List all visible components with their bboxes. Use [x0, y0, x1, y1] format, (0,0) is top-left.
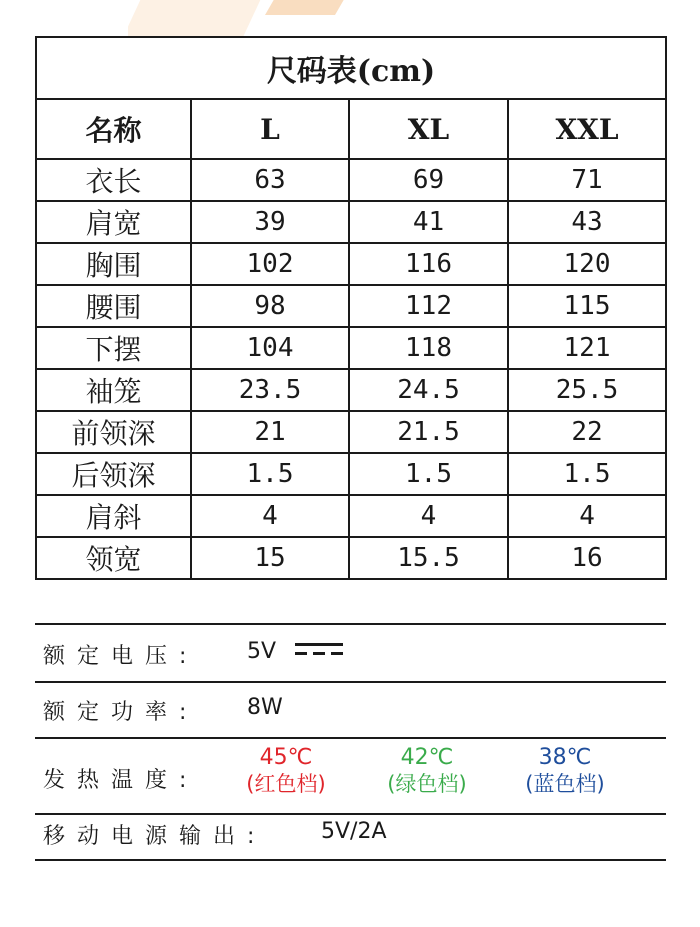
cell-value: 4: [508, 495, 666, 537]
temperature-label: 发热温度:: [43, 768, 199, 793]
row-label: 下摆: [36, 327, 191, 369]
header-cell-xl: XL: [349, 99, 508, 159]
cell-value: 1.5: [349, 453, 508, 495]
row-label: 肩斜: [36, 495, 191, 537]
cell-value: 104: [191, 327, 349, 369]
table-title-row: [36, 37, 666, 99]
temp-level-label: (红色档): [246, 772, 326, 796]
temp-level-green: [372, 745, 482, 797]
spec-row-voltage: [35, 623, 666, 683]
temp-level-red: [231, 745, 341, 797]
spec-row-power: [35, 681, 666, 739]
cell-value: 1.5: [508, 453, 666, 495]
table-row: [36, 537, 666, 579]
table-header-row: [36, 99, 666, 159]
output-value: 5V/2A: [321, 819, 387, 844]
header-cell-l: L: [191, 99, 349, 159]
temp-level-label: (绿色档): [387, 772, 467, 796]
cell-value: 120: [508, 243, 666, 285]
voltage-value: 5V: [247, 639, 277, 664]
row-label: 领宽: [36, 537, 191, 579]
cell-value: 15.5: [349, 537, 508, 579]
decorative-shapes: [128, 0, 358, 36]
power-label: 额定功率:: [43, 700, 199, 725]
spec-row-output: [35, 815, 666, 861]
table-row: [36, 285, 666, 327]
row-label: 后领深: [36, 453, 191, 495]
table-row: [36, 159, 666, 201]
cell-value: 15: [191, 537, 349, 579]
cell-value: 39: [191, 201, 349, 243]
row-label: 胸围: [36, 243, 191, 285]
cell-value: 63: [191, 159, 349, 201]
cell-value: 24.5: [349, 369, 508, 411]
cell-value: 25.5: [508, 369, 666, 411]
table-row: [36, 411, 666, 453]
temp-value: 45℃: [259, 745, 313, 770]
temp-value: 38℃: [538, 745, 592, 770]
cell-value: 116: [349, 243, 508, 285]
cell-value: 71: [508, 159, 666, 201]
power-value: 8W: [247, 695, 283, 720]
cell-value: 118: [349, 327, 508, 369]
table-row: [36, 243, 666, 285]
decor-shape: [128, 0, 279, 36]
row-label: 肩宽: [36, 201, 191, 243]
cell-value: 115: [508, 285, 666, 327]
cell-value: 16: [508, 537, 666, 579]
table-row: [36, 201, 666, 243]
table-row: [36, 369, 666, 411]
temp-level-blue: [510, 745, 620, 797]
row-label: 前领深: [36, 411, 191, 453]
cell-value: 121: [508, 327, 666, 369]
header-cell-name: 名称: [36, 99, 191, 159]
spec-row-temperature: [35, 739, 666, 815]
row-label: 袖笼: [36, 369, 191, 411]
temp-level-label: (蓝色档): [525, 772, 605, 796]
dc-symbol-icon: [295, 643, 343, 659]
table-title: 尺码表(cm): [36, 37, 666, 99]
size-chart-table: [35, 36, 667, 580]
table-row: [36, 327, 666, 369]
cell-value: 98: [191, 285, 349, 327]
cell-value: 102: [191, 243, 349, 285]
cell-value: 22: [508, 411, 666, 453]
table-row: [36, 495, 666, 537]
header-cell-xxl: XXL: [508, 99, 666, 159]
output-label: 移动电源输出:: [43, 824, 267, 849]
cell-value: 23.5: [191, 369, 349, 411]
row-label: 腰围: [36, 285, 191, 327]
cell-value: 4: [349, 495, 508, 537]
cell-value: 21.5: [349, 411, 508, 453]
cell-value: 21: [191, 411, 349, 453]
temp-value: 42℃: [400, 745, 454, 770]
cell-value: 41: [349, 201, 508, 243]
voltage-label: 额定电压:: [43, 644, 199, 669]
cell-value: 1.5: [191, 453, 349, 495]
cell-value: 43: [508, 201, 666, 243]
cell-value: 69: [349, 159, 508, 201]
table-row: [36, 453, 666, 495]
decor-shape: [265, 0, 358, 15]
cell-value: 112: [349, 285, 508, 327]
cell-value: 4: [191, 495, 349, 537]
row-label: 衣长: [36, 159, 191, 201]
